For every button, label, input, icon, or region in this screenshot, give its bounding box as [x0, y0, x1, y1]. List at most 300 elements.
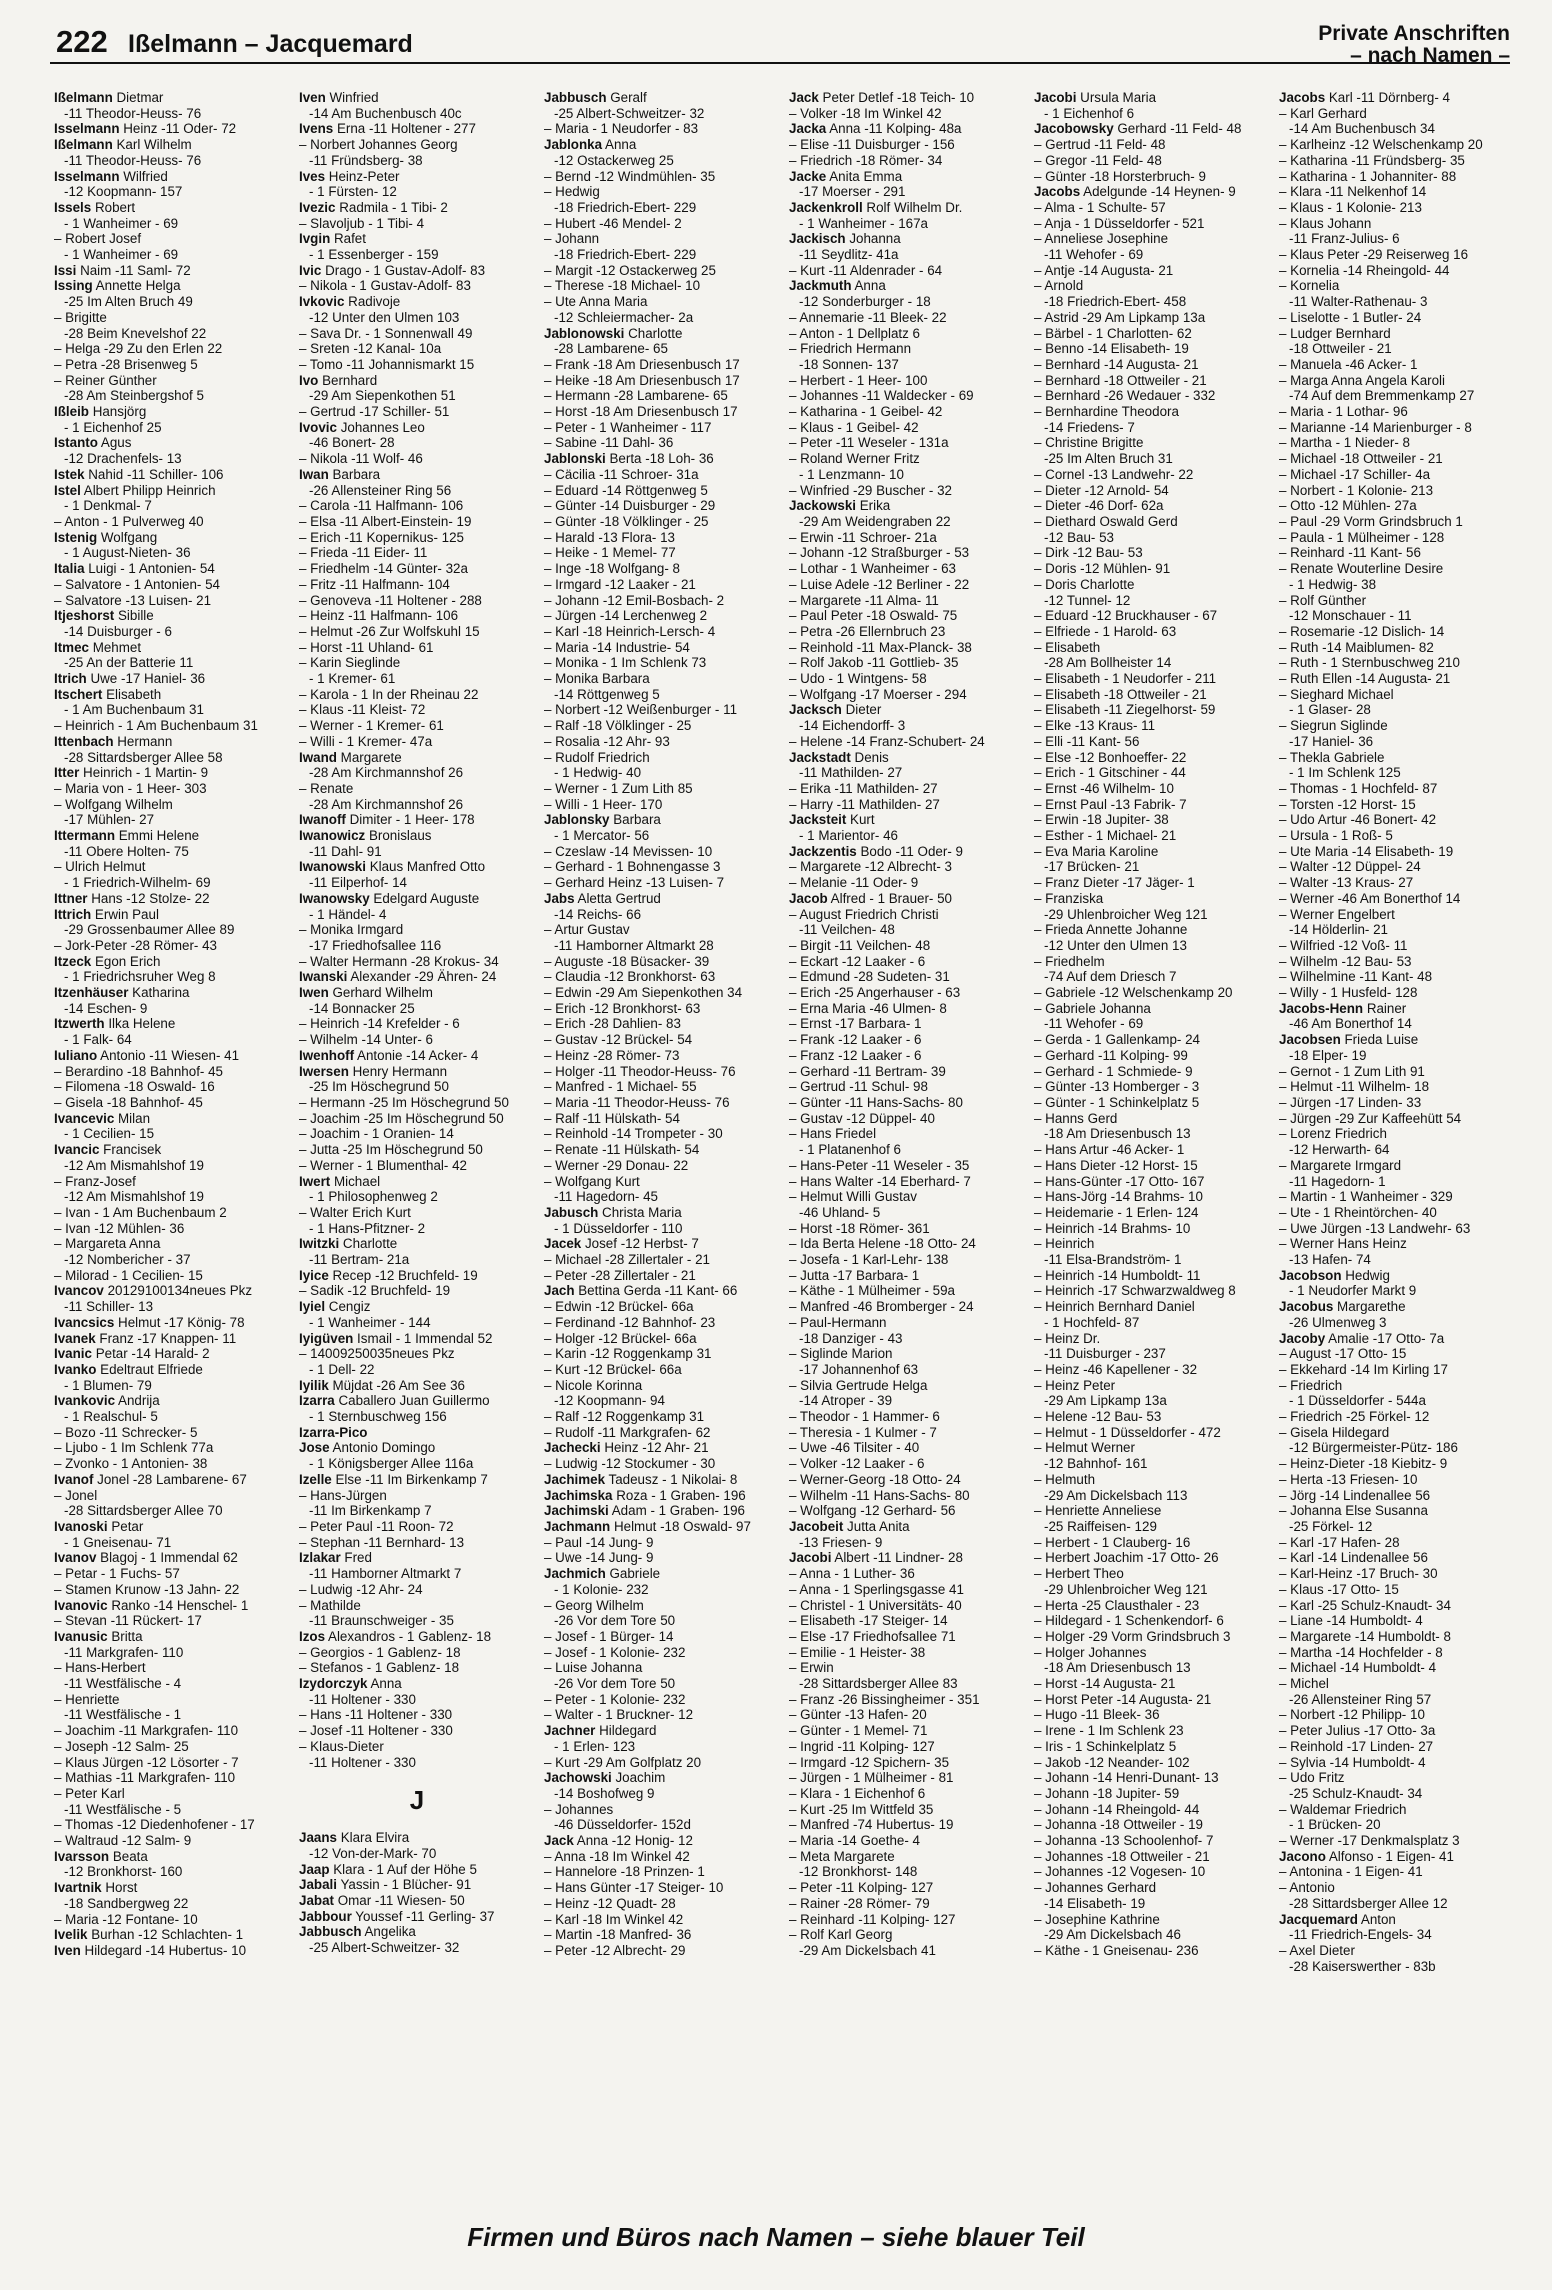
directory-entry: – Kornelia -14 Rheingold- 44 — [1279, 262, 1450, 278]
directory-entry: – Elisabeth - 1 Neudorfer - 211 — [1034, 671, 1217, 687]
address-line: -14 Am Buchenbusch 34 — [1289, 121, 1435, 137]
directory-entry: – Gertrud -11 Schul- 98 — [789, 1079, 928, 1095]
directory-entry: – Michael -18 Ottweiler - 21 — [1279, 451, 1443, 467]
column-5 — [1034, 90, 1270, 2200]
address-line: -29 Am Dickelsbach 46 — [1044, 1927, 1181, 1943]
address-line: -28 Kaiserswerther - 83b — [1289, 1958, 1436, 1974]
directory-entry: – Rolf Karl Georg — [789, 1927, 893, 1943]
directory-entry: – Manfred -74 Hubertus- 19 — [789, 1817, 954, 1833]
directory-entry: – Iris - 1 Schinkelplatz 5 — [1034, 1738, 1177, 1754]
directory-entry: – Antje -14 Augusta- 21 — [1034, 262, 1174, 278]
directory-entry: – Erika -11 Mathilden- 27 — [789, 780, 938, 796]
directory-entry: Ißelmann Karl Wilhelm — [54, 137, 192, 153]
directory-entry: Ißleib Hansjörg — [54, 404, 147, 420]
directory-entry: – Josef - 1 Kolonie- 232 — [544, 1644, 686, 1660]
directory-entry: Jachimska Roza - 1 Graben- 196 — [544, 1487, 746, 1503]
directory-entry: – Heinrich -17 Schwarzwaldweg 8 — [1034, 1283, 1236, 1299]
directory-entry: Jacobi Albert -11 Lindner- 28 — [789, 1550, 963, 1566]
directory-entry: – Peter -12 Albrecht- 29 — [544, 1942, 686, 1958]
directory-entry: – Friedhelm — [1034, 953, 1105, 969]
directory-entry: – Margarete -12 Albrecht- 3 — [789, 859, 953, 875]
directory-entry: – Waltraud -12 Salm- 9 — [54, 1833, 192, 1849]
directory-entry: – Katharina - 1 Geibel- 42 — [789, 404, 943, 420]
surname: Ivezic — [299, 199, 336, 215]
surname: Jacobeit — [789, 1518, 844, 1534]
directory-entry: – Michael -17 Schiller- 4a — [1279, 466, 1431, 482]
address-line: - 1 Kolonie- 232 — [554, 1581, 649, 1597]
directory-entry: – Ulrich Helmut — [54, 859, 146, 875]
address-line: -28 Am Kirchmannshof 26 — [309, 765, 464, 781]
directory-entry: – Thomas -12 Diedenhofener - 17 — [54, 1817, 255, 1833]
directory-entry: – Martha -14 Hochfelder - 8 — [1279, 1644, 1443, 1660]
directory-entry: – Maria - 1 Lothar- 96 — [1279, 404, 1408, 420]
directory-entry: – Karola - 1 In der Rheinau 22 — [299, 686, 479, 702]
directory-entry: – Johanna -18 Ottweiler - 19 — [1034, 1817, 1203, 1833]
directory-entry: Jose Antonio Domingo — [299, 1440, 436, 1456]
surname: Jackstadt — [789, 749, 851, 765]
directory-entry: – Elli -11 Kant- 56 — [1034, 733, 1140, 749]
address-line: -11 Westfälische - 5 — [64, 1801, 182, 1817]
surname: Ivanko — [54, 1361, 97, 1377]
directory-entry: – Auguste -18 Büsacker- 39 — [544, 953, 710, 969]
directory-entry: – Horst -18 Am Driesenbusch 17 — [544, 404, 738, 420]
surname: Jachimek — [544, 1471, 606, 1487]
directory-entry: – Edmund -28 Sudeten- 31 — [789, 969, 950, 985]
directory-entry: Jacobs Karl -11 Dörnberg- 4 — [1279, 90, 1450, 105]
directory-entry: Jack Anna -12 Honig- 12 — [544, 1833, 693, 1849]
directory-entry: – Cäcilia -11 Schroer- 31a — [544, 466, 699, 482]
column-6 — [1279, 90, 1515, 2200]
surname: Ivovic — [299, 419, 337, 435]
directory-entry: – Gisela Hildegard — [1279, 1424, 1390, 1440]
directory-entry: – Joachim - 1 Oranien- 14 — [299, 1126, 454, 1142]
surname: Itmec — [54, 639, 89, 655]
directory-entry: Ivanic Petar -14 Harald- 2 — [54, 1346, 210, 1362]
address-line: -28 Sittardsberger Allee 58 — [64, 749, 223, 765]
address-line: - 1 Brücken- 20 — [1289, 1817, 1381, 1833]
directory-entry: – Ruth Ellen -14 Augusta- 21 — [1279, 671, 1451, 687]
directory-entry: – Udo Fritz — [1279, 1770, 1345, 1786]
surname: Izlakar — [299, 1550, 341, 1566]
directory-entry: – Erna Maria -46 Ulmen- 8 — [789, 1000, 947, 1016]
surname: Jackowski — [789, 498, 856, 514]
directory-entry: – Carola -11 Halfmann- 106 — [299, 498, 464, 514]
directory-entry: – Else -12 Bonhoeffer- 22 — [1034, 749, 1187, 765]
address-line: - 1 Mercator- 56 — [554, 828, 650, 844]
directory-entry: – Therese -18 Michael- 10 — [544, 278, 701, 294]
footer-note: Firmen und Büros nach Namen – siehe blauer Teil — [467, 2222, 1085, 2252]
address-line: -11 Walter-Rathenau- 3 — [1289, 294, 1428, 310]
directory-entry: – Friedrich Hermann — [789, 341, 912, 357]
directory-entry: Iuliano Antonio -11 Wiesen- 41 — [54, 1047, 240, 1063]
directory-entry: Jackmuth Anna — [789, 278, 886, 294]
directory-entry: – Hans-Jörg -14 Brahms- 10 — [1034, 1189, 1203, 1205]
directory-entry: Jablonka Anna — [544, 137, 637, 153]
directory-entry: Ivens Erna -11 Holtener - 277 — [299, 121, 476, 137]
directory-entry: – Christel - 1 Universitäts- 40 — [789, 1597, 962, 1613]
address-line: -11 Duisburger - 237 — [1044, 1346, 1166, 1362]
directory-entry: – Bernd -12 Windmühlen- 35 — [544, 168, 716, 184]
directory-entry: – Edwin -12 Brückel- 66a — [544, 1299, 694, 1315]
address-line: -11 Wehofer - 69 — [1044, 1016, 1144, 1032]
surname: Jablonsky — [544, 812, 610, 828]
directory-entry: – Willi - 1 Heer- 170 — [544, 796, 663, 812]
directory-entry: – Helmut - 1 Düsseldorfer - 472 — [1034, 1424, 1221, 1440]
surname: Ivanof — [54, 1471, 94, 1487]
directory-entry: – Martha - 1 Nieder- 8 — [1279, 435, 1410, 451]
directory-entry: – Eva Maria Karoline — [1034, 843, 1159, 859]
directory-entry: – Johann -14 Rheingold- 44 — [1034, 1801, 1200, 1817]
directory-entry: – Heinrich Bernhard Daniel — [1034, 1299, 1195, 1315]
surname: Ivancic — [54, 1142, 100, 1158]
address-line: -18 Ottweiler - 21 — [1289, 341, 1392, 357]
address-line: -14 Elisabeth- 19 — [1044, 1895, 1146, 1911]
directory-entry: – Franz-Josef — [54, 1173, 136, 1189]
address-line: - 1 Hans-Pfitzner- 2 — [309, 1220, 426, 1236]
directory-entry: – Helmut Willi Gustav — [789, 1189, 917, 1205]
directory-entry: – Bernhard -14 Augusta- 21 — [1034, 356, 1199, 372]
directory-entry: – Otto -12 Mühlen- 27a — [1279, 498, 1417, 514]
directory-entry: – Wolfgang Kurt — [544, 1173, 640, 1189]
directory-entry: – Johannes Gerhard — [1034, 1880, 1157, 1896]
directory-entry: – Zvonko - 1 Antonien- 38 — [54, 1456, 208, 1472]
address-line: -46 Düsseldorfer- 152d — [554, 1817, 691, 1833]
surname: Issing — [54, 278, 93, 294]
directory-entry: – Berardino -18 Bahnhof- 45 — [54, 1063, 223, 1079]
directory-entry: – Petar - 1 Fuchs- 57 — [54, 1566, 180, 1582]
directory-entry: – Melanie -11 Oder- 9 — [789, 875, 919, 891]
directory-entry: – Werner -46 Am Bonerthof 14 — [1279, 890, 1461, 906]
address-line: -12 Ostackerweg 25 — [554, 152, 674, 168]
surname: Jacobs-Henn — [1279, 1000, 1364, 1016]
directory-entry: – Silvia Gertrude Helga — [789, 1377, 928, 1393]
directory-entry: Ittner Hans -12 Stolze- 22 — [54, 890, 210, 906]
column-1 — [54, 90, 290, 2200]
directory-entry: – Franziska — [1034, 890, 1104, 906]
surname: Iwanowski — [299, 859, 366, 875]
directory-entry: – Kurt -12 Brückel- 66a — [544, 1361, 682, 1377]
directory-entry: – Georgios - 1 Gablenz- 18 — [299, 1644, 461, 1660]
surname: Jacobi — [1034, 90, 1077, 105]
directory-entry: – Hugo -11 Bleek- 36 — [1034, 1707, 1160, 1723]
directory-entry: – Diethard Oswald Gerd — [1034, 513, 1178, 529]
address-line: - 1 Marientor- 46 — [799, 828, 898, 844]
surname: Ivanusic — [54, 1628, 108, 1644]
directory-entry: – Kornelia — [1279, 278, 1340, 294]
directory-entry: – Irmgard -12 Laaker - 21 — [544, 576, 696, 592]
directory-entry: – Gerhard - 1 Bohnengasse 3 — [544, 859, 721, 875]
address-line: -11 Wehofer - 69 — [1044, 247, 1144, 263]
address-line: -14 Bonnacker 25 — [309, 1000, 415, 1016]
directory-entry: – Genoveva -11 Holtener - 288 — [299, 592, 482, 608]
address-line: -12 Am Mismahlshof 19 — [64, 1189, 204, 1205]
directory-entry: Ivanovic Ranko -14 Henschel- 1 — [54, 1597, 249, 1613]
address-line: - 1 Neudorfer Markt 9 — [1289, 1283, 1417, 1299]
directory-entry: Jacobeit Jutta Anita — [789, 1518, 910, 1534]
directory-entry: – Siegrun Siglinde — [1279, 718, 1388, 734]
address-line: -29 Grossenbaumer Allee 89 — [64, 922, 235, 938]
directory-entry: – Claudia -12 Bronkhorst- 63 — [544, 969, 716, 985]
address-line: -11 Elsa-Brandström- 1 — [1044, 1252, 1182, 1268]
address-line: - 1 Eichenhof 6 — [1044, 105, 1135, 121]
directory-entry: – Paul-Hermann — [789, 1314, 887, 1330]
address-line: -25 Im Alten Bruch 49 — [64, 294, 193, 310]
directory-entry — [299, 1425, 535, 1441]
directory-entry: Jabat Omar -11 Wiesen- 50 — [299, 1893, 465, 1909]
surname: Ives — [299, 168, 326, 184]
directory-entry: – Klara -11 Nelkenhof 14 — [1279, 184, 1427, 200]
directory-entry: – Rudolf Friedrich — [544, 749, 650, 765]
surname: Iwitzki — [299, 1236, 340, 1252]
directory-entry: – Franz Dieter -17 Jäger- 1 — [1034, 875, 1195, 891]
directory-entry: – Mathilde — [299, 1597, 361, 1613]
directory-entry: – Friedrich — [1279, 1377, 1343, 1393]
directory-entry: Jacobowsky Gerhard -11 Feld- 48 — [1034, 121, 1242, 137]
directory-entry: – Wilhelm -11 Hans-Sachs- 80 — [789, 1487, 970, 1503]
directory-entry: – Holger -12 Brückel- 66a — [544, 1330, 697, 1346]
surname: Jacquemard — [1279, 1911, 1358, 1927]
surname: Iyiel — [299, 1299, 326, 1315]
directory-entry: – Reiner Günther — [54, 372, 157, 388]
directory-entry: – Holger -11 Theodor-Heuss- 76 — [544, 1063, 736, 1079]
directory-entry: – Ute Maria -14 Elisabeth- 19 — [1279, 843, 1454, 859]
directory-entry: – Anna -18 Im Winkel 42 — [544, 1848, 690, 1864]
directory-entry: Jachimski Adam - 1 Graben- 196 — [544, 1503, 745, 1519]
directory-entry: – Holger -29 Vorm Grindsbruch 3 — [1034, 1628, 1231, 1644]
directory-entry: – Horst -18 Römer- 361 — [789, 1220, 930, 1236]
directory-entry: – Maria -12 Fontane- 10 — [54, 1911, 198, 1927]
surname: Iwan — [299, 466, 329, 482]
directory-entry: – Heinrich -14 Krefelder - 6 — [299, 1016, 460, 1032]
directory-entry: Jabbusch Geralf — [544, 90, 647, 105]
directory-entry: Ivancsics Helmut -17 König- 78 — [54, 1314, 245, 1330]
surname: Jachecki — [544, 1440, 601, 1456]
directory-entry: Jachecki Heinz -12 Ahr- 21 — [544, 1440, 709, 1456]
address-line: - 1 August-Nieten- 36 — [64, 545, 191, 561]
surname: Izelle — [299, 1471, 332, 1487]
directory-entry: – Günter -13 Hafen- 20 — [789, 1707, 927, 1723]
directory-entry: Jachner Hildegard — [544, 1723, 657, 1739]
directory-entry: – Karl-Heinz -17 Bruch- 30 — [1279, 1566, 1438, 1582]
directory-entry: – Ivan - 1 Am Buchenbaum 2 — [54, 1204, 227, 1220]
directory-entry: Istenig Wolfgang — [54, 529, 158, 545]
directory-entry: – Joachim -11 Markgrafen- 110 — [54, 1723, 239, 1739]
directory-entry: – Herbert Joachim -17 Otto- 26 — [1034, 1550, 1219, 1566]
surname: Ißelmann — [54, 90, 113, 105]
surname: Iwanowsky — [299, 890, 370, 906]
directory-entry: – Birgit -11 Veilchen- 48 — [789, 937, 931, 953]
surname: Italia — [54, 561, 85, 577]
directory-entry: – Ludger Bernhard — [1279, 325, 1391, 341]
surname: Iwand — [299, 749, 337, 765]
address-line: - 1 Erlen- 123 — [554, 1738, 636, 1754]
directory-entry: – Klaus Johann — [1279, 215, 1372, 231]
directory-entry: – Sava Dr. - 1 Sonnenwall 49 — [299, 325, 473, 341]
directory-entry: – Helmut Werner — [1034, 1440, 1135, 1456]
directory-entry: Ivkovic Radivoje — [299, 294, 401, 310]
surname: Jach — [544, 1283, 575, 1299]
directory-entry: Jacobsen Frieda Luise — [1279, 1032, 1419, 1048]
directory-entry: – Karl -17 Hafen- 28 — [1279, 1534, 1400, 1550]
surname: Jachimska — [544, 1487, 613, 1503]
surname: Jachowski — [544, 1770, 612, 1786]
directory-entry: – Tomo -11 Johannismarkt 15 — [299, 356, 475, 372]
directory-entry: – Peter -11 Kolping- 127 — [789, 1880, 934, 1896]
directory-entry: – Renate — [299, 780, 354, 796]
directory-entry: – Sabine -11 Dahl- 36 — [544, 435, 674, 451]
directory-entry: – Peter Julius -17 Otto- 3a — [1279, 1723, 1436, 1739]
address-line: - 1 Falk- 64 — [64, 1032, 132, 1048]
directory-entry: – Jonel — [54, 1487, 98, 1503]
directory-entry: – 14009250035neues Pkz — [299, 1346, 455, 1362]
directory-entry: – Johann -18 Jupiter- 59 — [1034, 1785, 1180, 1801]
address-line: - 1 Düsseldorfer - 544a — [1289, 1393, 1426, 1409]
surname: Jackmuth — [789, 278, 852, 294]
surname: Jabbusch — [544, 90, 607, 105]
address-line: -11 Schiller- 13 — [64, 1299, 154, 1315]
directory-entry: – Robert Josef — [54, 231, 142, 247]
directory-entry: – Maria -14 Goethe- 4 — [789, 1833, 920, 1849]
surname: Jachimski — [544, 1503, 609, 1519]
directory-entry: – Horst -11 Uhland- 61 — [299, 639, 434, 655]
address-line: -28 Beim Knevelshof 22 — [64, 325, 207, 341]
address-line: -11 Seydlitz- 41a — [799, 247, 899, 263]
surname: Ittermann — [54, 828, 116, 844]
address-line: -18 Sonnen- 137 — [799, 356, 899, 372]
directory-entry: – Karin Sieglinde — [299, 655, 401, 671]
surname: Jabbusch — [299, 1924, 362, 1940]
directory-entry: Izarra Caballero Juan Guillermo — [299, 1393, 490, 1409]
directory-entry: – Hermann -28 Lambarene- 65 — [544, 388, 728, 404]
address-line: -17 Johannenhof 63 — [799, 1361, 919, 1377]
directory-entry: – Hans Artur -46 Acker- 1 — [1034, 1142, 1185, 1158]
address-line: - 1 Platanenhof 6 — [799, 1142, 901, 1158]
address-line: - 1 Fürsten- 12 — [309, 184, 397, 200]
directory-entry: – Filomena -18 Oswald- 16 — [54, 1079, 215, 1095]
address-line: - 1 Sternbuschweg 156 — [309, 1409, 447, 1425]
directory-entry: – Werner Hans Heinz — [1279, 1236, 1407, 1252]
directory-entry: – Rainer -28 Römer- 79 — [789, 1895, 930, 1911]
directory-entry: – Anton - 1 Dellplatz 6 — [789, 325, 921, 341]
surname: Istenig — [54, 529, 98, 545]
directory-entry: – Elisabeth -18 Ottweiler - 21 — [1034, 686, 1207, 702]
directory-entry: – Renate Wouterline Desire — [1279, 561, 1444, 577]
address-line: -25 Förkel- 12 — [1289, 1518, 1373, 1534]
surname: Ivanek — [54, 1330, 96, 1346]
directory-entry: – Gerhard - 1 Schmiede- 9 — [1034, 1063, 1193, 1079]
directory-entry: – Friedhelm -14 Günter- 32a — [299, 561, 468, 577]
directory-entry: Ivartnik Horst — [54, 1880, 138, 1896]
directory-entry: – Gustav -12 Düppel- 40 — [789, 1110, 935, 1126]
surname: Iwanski — [299, 969, 348, 985]
address-line: - 1 Düsseldorfer - 110 — [554, 1220, 683, 1236]
directory-entry: – Horst Peter -14 Augusta- 21 — [1034, 1691, 1212, 1707]
directory-entry: Jablonski Berta -18 Loh- 36 — [544, 451, 714, 467]
surname: Ivens — [299, 121, 334, 137]
address-line: -12 Koopmann- 94 — [554, 1393, 665, 1409]
directory-entry: Iyigüven Ismail - 1 Immendal 52 — [299, 1330, 493, 1346]
directory-entry: – Helmut -26 Zur Wolfskuhl 15 — [299, 623, 480, 639]
directory-entry: Jablonsky Barbara — [544, 812, 661, 828]
directory-entry: – Ralf -12 Roggenkamp 31 — [544, 1409, 705, 1425]
directory-entry: – Peter Paul -11 Roon- 72 — [299, 1518, 454, 1534]
directory-entry: Isselmann Heinz -11 Oder- 72 — [54, 121, 237, 137]
section-title-line1: Private Anschriften — [1318, 22, 1510, 45]
directory-entry: – Ursula - 1 Roß- 5 — [1279, 828, 1393, 844]
directory-entry: Jacoby Amalie -17 Otto- 7a — [1279, 1330, 1445, 1346]
directory-entry: Jacob Alfred - 1 Brauer- 50 — [789, 890, 952, 906]
directory-entry: – Else -17 Friedhofsallee 71 — [789, 1628, 956, 1644]
directory-entry: – Christine Brigitte — [1034, 435, 1144, 451]
directory-entry: – Walter - 1 Bruckner- 12 — [544, 1707, 694, 1723]
address-line: - 1 Am Buchenbaum 31 — [64, 702, 204, 718]
directory-entry: – Margarete -11 Alma- 11 — [789, 592, 939, 608]
directory-entry: – Dieter -46 Dorf- 62a — [1034, 498, 1164, 514]
directory-entry: – Werner-Georg -18 Otto- 24 — [789, 1471, 961, 1487]
surname: Jacob — [789, 890, 828, 906]
address-line: -11 Eilperhof- 14 — [309, 875, 408, 891]
address-line: - 1 Im Schlenk 125 — [1289, 765, 1401, 781]
address-line: -11 Bertram- 21a — [309, 1252, 410, 1268]
directory-entry: Iyice Recep -12 Bruchfeld- 19 — [299, 1267, 478, 1283]
directory-entry: – Manfred - 1 Michael- 55 — [544, 1079, 697, 1095]
directory-entry: – Nikola -11 Wolf- 46 — [299, 451, 423, 467]
address-line: - 1 Cecilien- 15 — [64, 1126, 155, 1142]
surname: Jacksteit — [789, 812, 847, 828]
surname: Izarra-Pico — [299, 1424, 368, 1440]
address-line: -12 Sonderburger - 18 — [799, 294, 931, 310]
directory-entry: – Alma - 1 Schulte- 57 — [1034, 199, 1166, 215]
directory-entry: – Anna - 1 Luther- 36 — [789, 1566, 915, 1582]
directory-entry: – Rosalia -12 Ahr- 93 — [544, 733, 670, 749]
surname: Ißleib — [54, 404, 89, 420]
address-line: -12 Unter den Ulmen 13 — [1044, 937, 1187, 953]
directory-entry: Ißelmann Dietmar — [54, 90, 164, 105]
directory-entry: – Helmuth — [1034, 1471, 1096, 1487]
directory-entry: – Werner -29 Donau- 22 — [544, 1157, 689, 1173]
directory-entry: – Günter -18 Völklinger - 25 — [544, 513, 709, 529]
address-line: - 1 Kremer- 61 — [309, 671, 396, 687]
directory-entry: Jacek Josef -12 Herbst- 7 — [544, 1236, 699, 1252]
directory-entry: – Mathias -11 Markgrafen- 110 — [54, 1770, 236, 1786]
surname: Ittner — [54, 890, 88, 906]
directory-entry: Jackstadt Denis — [789, 749, 889, 765]
directory-entry: Jackzentis Bodo -11 Oder- 9 — [789, 843, 963, 859]
directory-entry: – August -17 Otto- 15 — [1279, 1346, 1407, 1362]
directory-entry: – Jürgen -29 Zur Kaffeehütt 54 — [1279, 1110, 1462, 1126]
surname: Ivic — [299, 262, 322, 278]
directory-entry: Jacquemard Anton — [1279, 1911, 1396, 1927]
directory-entry: – Norbert - 1 Kolonie- 213 — [1279, 482, 1434, 498]
directory-entry: – Käthe - 1 Mülheimer - 59a — [789, 1283, 955, 1299]
directory-entry: – Klara - 1 Eichenhof 6 — [789, 1785, 926, 1801]
address-line: -28 Am Kirchmannshof 26 — [309, 796, 464, 812]
directory-entry: Jabali Yassin - 1 Blücher- 91 — [299, 1877, 472, 1893]
directory-entry: – Siglinde Marion — [789, 1346, 893, 1362]
surname: Istek — [54, 466, 85, 482]
directory-entry: Issi Naim -11 Saml- 72 — [54, 262, 191, 278]
directory-entry: – Ute - 1 Rheintörchen- 40 — [1279, 1204, 1437, 1220]
directory-entry: – Johanna -13 Schoolenhof- 7 — [1034, 1833, 1214, 1849]
directory-entry: – Anja - 1 Düsseldorfer - 521 — [1034, 215, 1205, 231]
directory-entry: Jachmich Gabriele — [544, 1566, 661, 1582]
directory-entry: – Herbert - 1 Clauberg- 16 — [1034, 1534, 1191, 1550]
directory-entry: Jachmann Helmut -18 Oswald- 97 — [544, 1518, 751, 1534]
directory-entry: – Werner - 1 Zum Lith 85 — [544, 780, 693, 796]
directory-entry: – Arnold — [1034, 278, 1084, 294]
address-line: - 1 Friedrichsruher Weg 8 — [64, 969, 216, 985]
surname: Itter — [54, 765, 80, 781]
